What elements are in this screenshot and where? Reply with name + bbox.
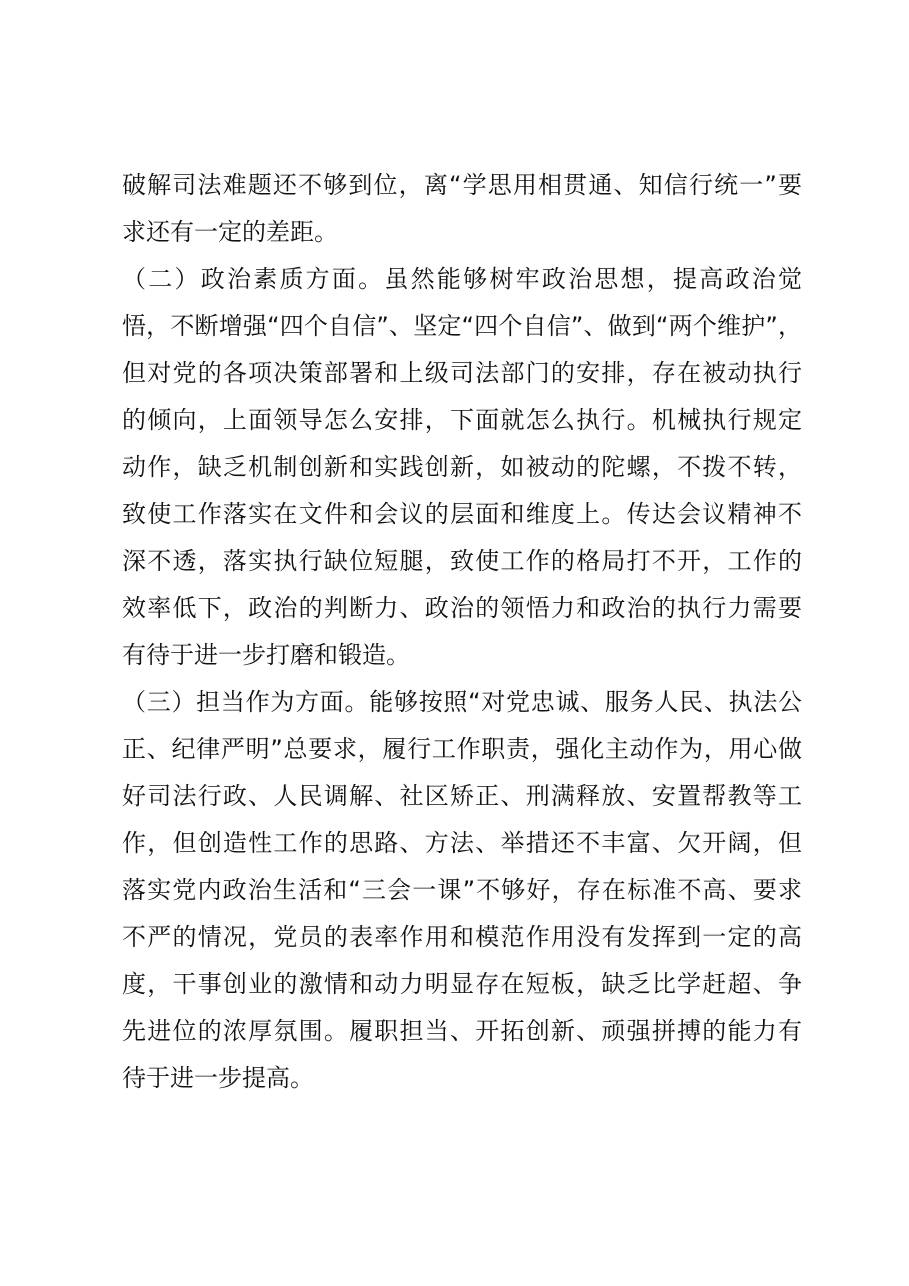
text-line: 先进位的浓厚氛围。履职担当、开拓创新、顽强拼搏的能力有 bbox=[122, 1017, 802, 1045]
text-line: 深不透，落实执行缺位短腿，致使工作的格局打不开，工作的 bbox=[122, 547, 802, 575]
text-line: 求还有一定的差距。 bbox=[122, 218, 338, 246]
text-line: 好司法行政、人民调解、社区矫正、刑满释放、安置帮教等工 bbox=[122, 782, 802, 810]
text-line: 落实党内政治生活和“三会一课”不够好，存在标准不高、要求 bbox=[122, 876, 802, 904]
text-line: 正、纪律严明”总要求，履行工作职责，强化主动作为，用心做 bbox=[122, 735, 802, 763]
text-line: 效率低下，政治的判断力、政治的领悟力和政治的执行力需要 bbox=[122, 594, 802, 622]
text-line: 有待于进一步打磨和锻造。 bbox=[122, 641, 410, 669]
text-line: （三）担当作为方面。能够按照“对党忠诚、服务人民、执法公 bbox=[122, 688, 802, 716]
text-line: 度，干事创业的激情和动力明显存在短板，缺乏比学赶超、争 bbox=[122, 970, 802, 998]
text-line: 悟，不断增强“四个自信”、坚定“四个自信”、做到“两个维护”， bbox=[122, 312, 802, 340]
text-line: 待于进一步提高。 bbox=[122, 1064, 314, 1092]
text-line: 的倾向，上面领导怎么安排，下面就怎么执行。机械执行规定 bbox=[122, 406, 802, 434]
text-line: 但对党的各项决策部署和上级司法部门的安排，存在被动执行 bbox=[122, 359, 802, 387]
text-line: 致使工作落实在文件和会议的层面和维度上。传达会议精神不 bbox=[122, 500, 802, 528]
text-line: 不严的情况，党员的表率作用和模范作用没有发挥到一定的高 bbox=[122, 923, 802, 951]
text-line: 动作，缺乏机制创新和实践创新，如被动的陀螺，不拨不转， bbox=[122, 453, 802, 481]
body-text bbox=[122, 162, 802, 1102]
text-line: 破解司法难题还不够到位，离“学思用相贯通、知信行统一”要 bbox=[122, 171, 802, 199]
text-line: 作，但创造性工作的思路、方法、举措还不丰富、欠开阔，但 bbox=[122, 829, 802, 857]
text-line: （二）政治素质方面。虽然能够树牢政治思想，提高政治觉 bbox=[122, 265, 802, 293]
